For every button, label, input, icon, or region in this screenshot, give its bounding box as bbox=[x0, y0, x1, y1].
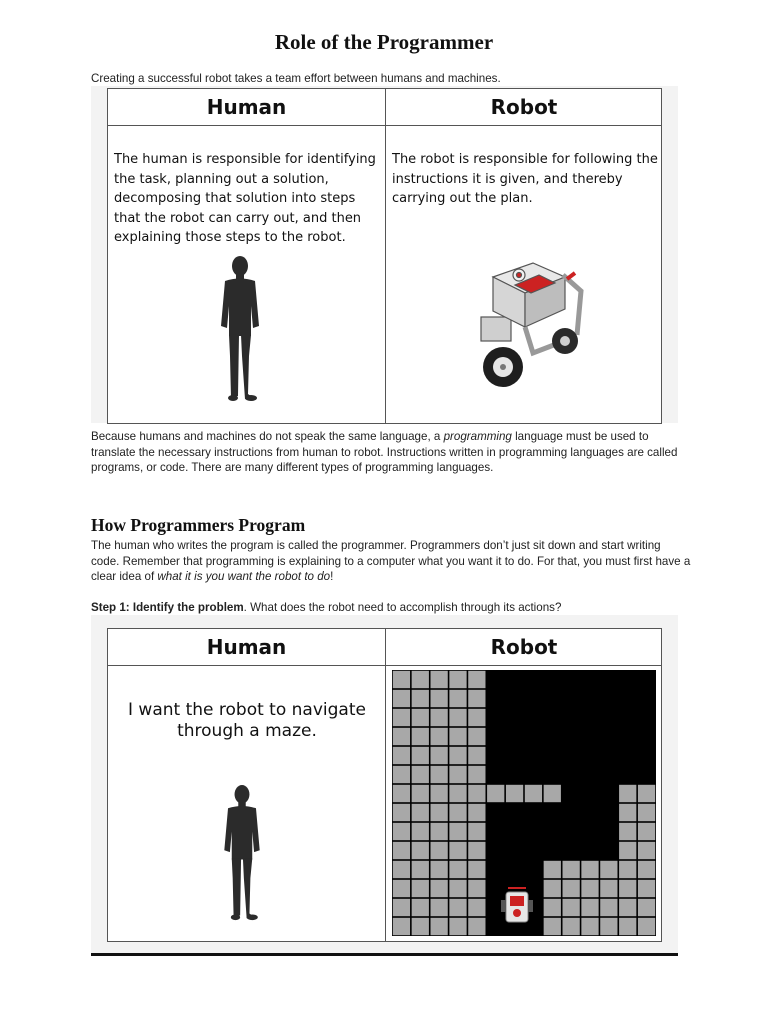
maze-tile bbox=[468, 671, 485, 688]
maze-tile bbox=[412, 709, 429, 726]
step1-text: . What does the robot need to accomplish through its actions? bbox=[243, 601, 562, 614]
maze-tile bbox=[412, 918, 429, 935]
maze-tile bbox=[468, 899, 485, 916]
maze-tile bbox=[412, 804, 429, 821]
maze-table bbox=[107, 628, 662, 942]
programmer-paragraph bbox=[91, 538, 691, 585]
maze-tile bbox=[449, 880, 466, 897]
page-title: Role of the Programmer bbox=[274, 30, 494, 54]
maze-tile bbox=[468, 728, 485, 745]
maze-grid bbox=[392, 670, 656, 936]
maze-tile bbox=[581, 918, 598, 935]
maze-tile bbox=[449, 785, 466, 802]
maze-tile bbox=[449, 690, 466, 707]
maze-tile bbox=[638, 842, 655, 859]
maze-tile bbox=[468, 823, 485, 840]
maze-tile bbox=[431, 918, 448, 935]
maze-tile bbox=[431, 880, 448, 897]
maze-goal-text: I want the robot to navigate through a maze. bbox=[128, 700, 366, 741]
maze-tile bbox=[619, 804, 636, 821]
maze-tile bbox=[449, 861, 466, 878]
maze-tile bbox=[638, 918, 655, 935]
maze-tile bbox=[412, 728, 429, 745]
robot-column-header: Robot bbox=[386, 89, 662, 126]
maze-tile bbox=[393, 728, 410, 745]
maze-tile bbox=[431, 766, 448, 783]
maze-tile bbox=[581, 899, 598, 916]
maze-tile bbox=[412, 861, 429, 878]
maze-tile bbox=[393, 747, 410, 764]
human-role-text: The human is responsible for identifying the task, planning out a solution, decomposing that solution into steps that the robot can carry out, and then explaining those steps to the robot. bbox=[114, 152, 376, 245]
maze-tile bbox=[506, 785, 523, 802]
maze-tile bbox=[525, 785, 542, 802]
maze-tile bbox=[638, 804, 655, 821]
intro-paragraph: Creating a successful robot takes a team effort between humans and machines. bbox=[91, 72, 501, 85]
maze-tile bbox=[393, 671, 410, 688]
step1-label: Step 1: Identify the problem bbox=[91, 601, 244, 614]
maze-tile bbox=[431, 804, 448, 821]
maze-tile bbox=[449, 747, 466, 764]
maze-tile bbox=[449, 823, 466, 840]
maze-tile bbox=[393, 918, 410, 935]
maze-tile bbox=[412, 880, 429, 897]
maze-tile bbox=[393, 709, 410, 726]
maze-tile bbox=[431, 899, 448, 916]
section-heading: How Programmers Program bbox=[91, 515, 306, 535]
maze-tile bbox=[449, 842, 466, 859]
maze-tile bbox=[468, 690, 485, 707]
maze-tile bbox=[619, 785, 636, 802]
maze-tile bbox=[468, 747, 485, 764]
maze-tile bbox=[544, 918, 561, 935]
maze-tile bbox=[563, 918, 580, 935]
column-divider bbox=[385, 89, 386, 423]
bottom-rule bbox=[91, 953, 678, 956]
maze-tile bbox=[619, 899, 636, 916]
maze-tile bbox=[412, 690, 429, 707]
maze-tile bbox=[487, 785, 504, 802]
maze-tile bbox=[412, 671, 429, 688]
maze-problem-figure bbox=[91, 615, 678, 953]
maze-tile bbox=[431, 861, 448, 878]
maze-tile bbox=[468, 709, 485, 726]
maze-tile bbox=[393, 861, 410, 878]
maze-tile bbox=[600, 899, 617, 916]
para2-italic-term: programming bbox=[443, 430, 512, 443]
maze-tile bbox=[600, 880, 617, 897]
maze-tile bbox=[619, 918, 636, 935]
maze-tile bbox=[638, 861, 655, 878]
maze-tile bbox=[412, 785, 429, 802]
maze-tile bbox=[393, 880, 410, 897]
human-silhouette-icon bbox=[215, 256, 265, 402]
maze-tile bbox=[619, 861, 636, 878]
maze-tile bbox=[581, 861, 598, 878]
maze-tile bbox=[449, 728, 466, 745]
maze-tile bbox=[468, 861, 485, 878]
maze-tile bbox=[638, 899, 655, 916]
maze-tile bbox=[393, 766, 410, 783]
para2-text-end: language must be used to translate the necessary instructions from human to robot. Instructions written in programming languages are called programs, or code. There are many different types of programming languages. bbox=[91, 430, 678, 474]
maze-tile bbox=[431, 785, 448, 802]
maze-tile bbox=[600, 861, 617, 878]
maze-tile bbox=[563, 880, 580, 897]
maze-tile bbox=[431, 671, 448, 688]
maze-tile bbox=[393, 842, 410, 859]
maze-tile bbox=[544, 899, 561, 916]
programming-language-paragraph bbox=[91, 429, 691, 476]
maze-tile bbox=[412, 823, 429, 840]
maze-tile bbox=[449, 899, 466, 916]
maze-tile bbox=[468, 785, 485, 802]
maze-tile bbox=[431, 709, 448, 726]
maze-tile bbox=[449, 804, 466, 821]
maze-tile bbox=[468, 766, 485, 783]
maze-tile bbox=[431, 728, 448, 745]
maze-tile bbox=[544, 880, 561, 897]
maze-tile bbox=[393, 785, 410, 802]
robot-column-header-2: Robot bbox=[386, 629, 662, 666]
roles-table bbox=[107, 88, 662, 424]
maze-tile bbox=[431, 690, 448, 707]
para3-text-start: The human who writes the program is called the programmer. Programmers don’t just sit down and start writing code. Remember that programming is explaining to a computer what you want it to do. For that, you must first have a clear idea of bbox=[91, 539, 691, 583]
maze-tile bbox=[619, 842, 636, 859]
maze-tile bbox=[563, 899, 580, 916]
maze-tile bbox=[393, 690, 410, 707]
maze-tile bbox=[431, 747, 448, 764]
robot-vehicle-icon bbox=[463, 257, 603, 397]
human-column-header-2: Human bbox=[108, 629, 385, 666]
maze-tile bbox=[563, 861, 580, 878]
maze-tile bbox=[619, 880, 636, 897]
step1-paragraph bbox=[91, 600, 691, 616]
human-column-header: Human bbox=[108, 89, 385, 126]
para3-text-end: ! bbox=[330, 570, 334, 583]
human-silhouette-icon-2 bbox=[217, 785, 267, 921]
maze-tile bbox=[393, 899, 410, 916]
maze-tile bbox=[468, 804, 485, 821]
maze-tile bbox=[468, 842, 485, 859]
maze-tile bbox=[431, 823, 448, 840]
maze-tile bbox=[638, 880, 655, 897]
maze-tile bbox=[449, 709, 466, 726]
maze-tile bbox=[449, 918, 466, 935]
maze-tile bbox=[544, 785, 561, 802]
column-divider-2 bbox=[385, 629, 386, 941]
maze-tile bbox=[468, 918, 485, 935]
maze-tile bbox=[412, 747, 429, 764]
human-robot-roles-figure bbox=[91, 86, 678, 423]
maze-tile bbox=[449, 671, 466, 688]
maze-tile bbox=[638, 785, 655, 802]
maze-tile bbox=[412, 766, 429, 783]
maze-tile bbox=[638, 823, 655, 840]
maze-tile bbox=[393, 823, 410, 840]
maze-tile bbox=[581, 880, 598, 897]
para2-text-start: Because humans and machines do not speak the same language, a bbox=[91, 430, 444, 443]
maze-tile bbox=[468, 880, 485, 897]
robot-role-text: The robot is responsible for following the instructions it is given, and thereby carrying out the plan. bbox=[392, 152, 658, 206]
para3-italic-phrase: what it is you want the robot to do bbox=[157, 570, 331, 583]
maze-tile bbox=[412, 899, 429, 916]
maze-tile bbox=[449, 766, 466, 783]
maze-tile bbox=[431, 842, 448, 859]
maze-tile bbox=[412, 842, 429, 859]
maze-tile bbox=[393, 804, 410, 821]
maze-tile bbox=[600, 918, 617, 935]
maze-tile bbox=[619, 823, 636, 840]
maze-tile bbox=[544, 861, 561, 878]
